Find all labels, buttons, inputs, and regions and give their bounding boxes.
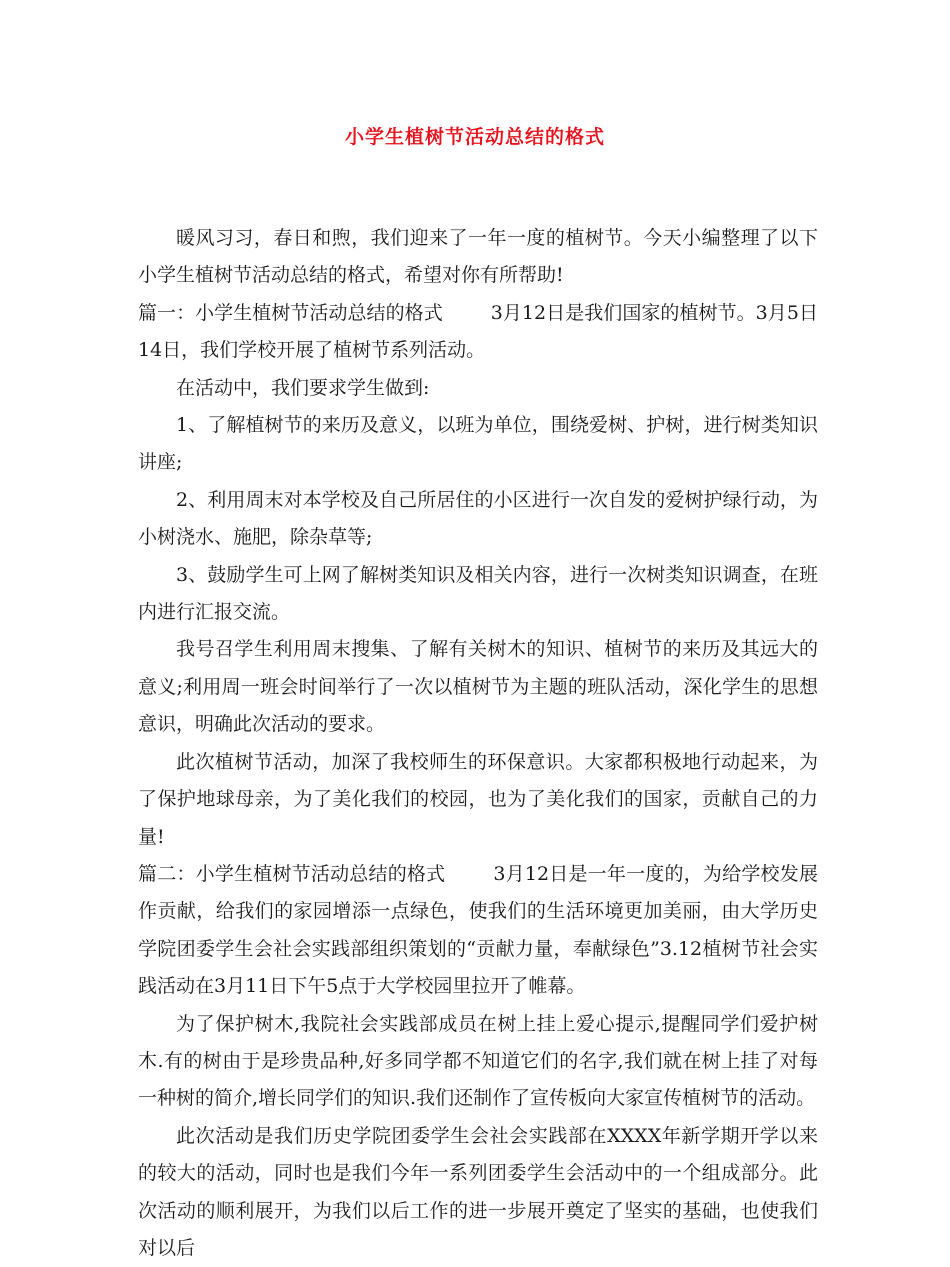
part2-paragraph: 为了保护树木,我院社会实践部成员在树上挂上爱心提示,提醒同学们爱护树木.有的树由于是珍贵品种,好多同学都不知道它们的名字,我们就在树上挂了对每一种树的简介,增长同学们的知识.我们还制作了宣传板向大家宣传植树节的活动。 xyxy=(138,1012,818,1110)
document-title: 小学生植树节活动总结的格式 xyxy=(344,126,605,148)
document-body xyxy=(138,220,818,1267)
part1-paragraph: 我号召学生利用周末搜集、了解有关树木的知识、植树节的来历及其远大的意义;利用周一班会时间举行了一次以植树节为主题的班队活动，深化学生的思想意识，明确此次活动的要求。 xyxy=(138,638,818,736)
part2-lead-text: 3月12日是一年一度的，为给学校发展作贡献，给我们的家园增添一点绿色，使我们的生活环境更加美丽，由大学历史学院团委学生会社会实践部组织策划的“贡献力量，奉献绿色”3.12植树节社会实践活动在3月11日下午5点于大学校园里拉开了帷幕。 xyxy=(138,862,818,998)
part2-lead-paragraph xyxy=(138,856,818,1006)
part1-heading: 篇一：小学生植树节活动总结的格式 xyxy=(138,301,443,324)
part1-lead-text: 3月12日是我们国家的植树节。3月5日14日，我们学校开展了植树节系列活动。 xyxy=(138,301,818,362)
part2-heading: 篇二：小学生植树节活动总结的格式 xyxy=(138,862,446,885)
part1-paragraph: 在活动中，我们要求学生做到: xyxy=(176,376,430,399)
part1-paragraph: 1、了解植树节的来历及意义，以班为单位，围绕爱树、护树，进行树类知识讲座; xyxy=(138,414,818,474)
part1-paragraph: 此次植树节活动，加深了我校师生的环保意识。大家都积极地行动起来，为了保护地球母亲，为了美化我们的校园，也为了美化我们的国家，贡献自己的力量! xyxy=(138,750,818,848)
part1-paragraph: 2、利用周末对本学校及自己所居住的小区进行一次自发的爱树护绿行动，为小树浇水、施肥，除杂草等; xyxy=(138,488,818,549)
part2-paragraph: 此次活动是我们历史学院团委学生会社会实践部在XXXX年新学期开学以来的较大的活动，同时也是我们今年一系列团委学生会活动中的一个组成部分。此次活动的顺利展开，为我们以后工作的进一步展开奠定了坚实的基础，也使我们对以后 xyxy=(138,1124,818,1259)
part1-lead-paragraph xyxy=(138,295,818,370)
part1-paragraph: 3、鼓励学生可上网了解树类知识及相关内容，进行一次树类知识调查，在班内进行汇报交流。 xyxy=(138,563,818,624)
intro-paragraph: 暖风习习，春日和煦，我们迎来了一年一度的植树节。今天小编整理了以下小学生植树节活动总结的格式，希望对你有所帮助! xyxy=(138,227,818,287)
